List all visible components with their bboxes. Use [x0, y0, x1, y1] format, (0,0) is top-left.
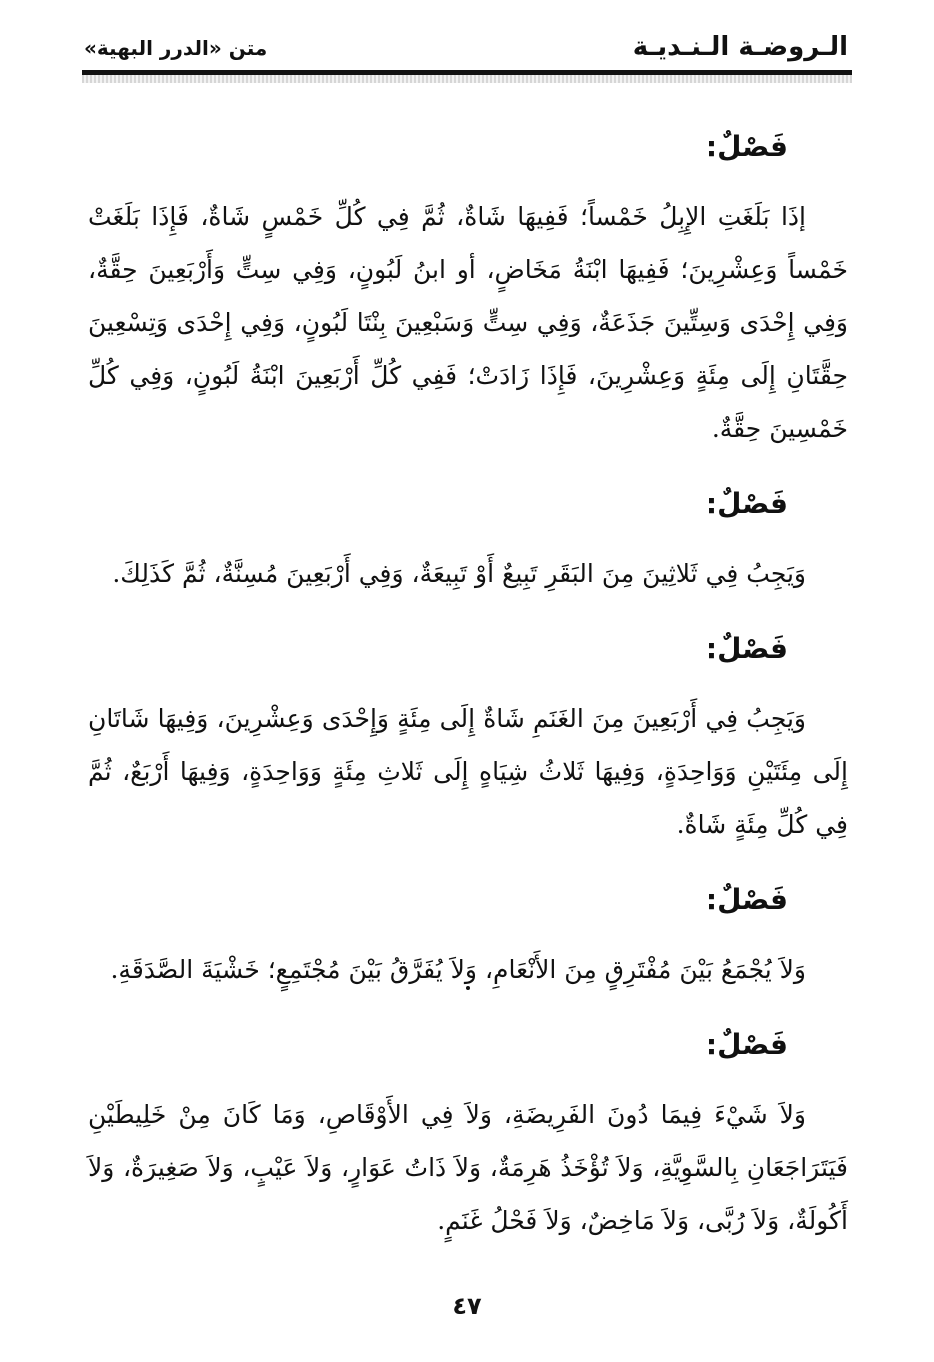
section-exemptions — [88, 1018, 848, 1247]
header-rule-shade — [82, 75, 852, 83]
section-heading: فَصْلٌ: — [705, 883, 788, 916]
running-header — [82, 30, 852, 70]
section-sheep — [88, 622, 848, 851]
section-heading: فَصْلٌ: — [705, 487, 788, 520]
section-paragraph: وَلاَ شَيْءَ فِيمَا دُونَ الفَرِيضَةِ، وَلاَ فِي الأَوْقَاصِ، وَمَا كَانَ مِنْ خَلِيطَيْنِ فَيَتَرَاجَعَانِ بِالسَّوِيَّةِ، وَلاَ تُؤْخَذُ هَرِمَةٌ، وَلاَ ذَاتُ عَوَارٍ، وَلاَ عَيْبٍ، وَلاَ صَغِيرَةٌ، وَلاَ أَكُولَةٌ، وَلاَ رُبَّى، وَلاَ مَاخِضٌ، وَلاَ فَحْلُ غَنَمٍ. — [88, 1100, 848, 1235]
section-heading: فَصْلٌ: — [705, 1028, 788, 1061]
section-paragraph: وَيَجِبُ فِي ثَلاثِينَ مِنَ البَقَرِ تَبِيعٌ أَوْ تَبِيعَةٌ، وَفِي أَرْبَعِينَ مُسِنَّةٌ، ثُمَّ كَذَلِكَ. — [112, 559, 806, 588]
section-heading: فَصْلٌ: — [705, 130, 788, 163]
section-camels — [88, 120, 848, 455]
book-subtitle: متن «الدرر البهية» — [84, 36, 268, 60]
section-heading: فَصْلٌ: — [705, 632, 788, 665]
ink-speck — [466, 986, 470, 990]
section-cattle — [88, 477, 848, 600]
book-title: الـروضـة الـنـديـة — [632, 32, 848, 62]
section-paragraph: إذَا بَلَغَتِ الإِبِلُ خَمْساً؛ فَفِيهَا شَاةٌ، ثُمَّ فِي كُلِّ خَمْسٍ شَاةٌ، فَإِذَا بَلَغَتْ خَمْساً وَعِشْرِينَ؛ فَفِيهَا ابْنَةُ مَخَاضٍ، أو ابنُ لَبُونٍ، وَفِي سِتٍّ وَأَرْبَعِينَ حِقَّةٌ، وَفِي إِحْدَى وَسِتِّينَ جَذَعَةٌ، وَفِي سِتٍّ وَسَبْعِينَ بِنْتَا لَبُونٍ، وَفِي إِحْدَى وَتِسْعِينَ حِقَّتَانِ إِلَى مِئَةٍ وَعِشْرِينَ، فَإِذَا زَادَتْ؛ فَفِي كُلِّ أَرْبَعِينَ ابْنَةُ لَبُونٍ، وَفِي كُلِّ خَمْسِينَ حِقَّةٌ. — [88, 202, 848, 443]
page-number: ٤٧ — [452, 1292, 482, 1320]
section-combining — [88, 873, 848, 996]
page-content — [88, 120, 848, 1269]
section-paragraph: وَيَجِبُ فِي أَرْبَعِينَ مِنَ الغَنَمِ شَاةٌ إِلَى مِئَةٍ وَإِحْدَى وَعِشْرِينَ، وَفِيهَا شَاتَانِ إِلَى مِئَتَيْنِ وَوَاحِدَةٍ، وَفِيهَا ثَلاثُ شِيَاهٍ إِلَى ثَلاثِ مِئَةٍ وَوَاحِدَةٍ، وَفِيهَا أَرْبَعٌ، ثُمَّ فِي كُلِّ مِئَةٍ شَاةٌ. — [88, 704, 848, 839]
section-paragraph: وَلاَ يُجْمَعُ بَيْنَ مُفْتَرِقٍ مِنَ الأَنْعَامِ، وَلاَ يُفَرَّقُ بَيْنَ مُجْتَمِعٍ؛ خَشْيَةَ الصَّدَقَةِ. — [110, 955, 806, 984]
